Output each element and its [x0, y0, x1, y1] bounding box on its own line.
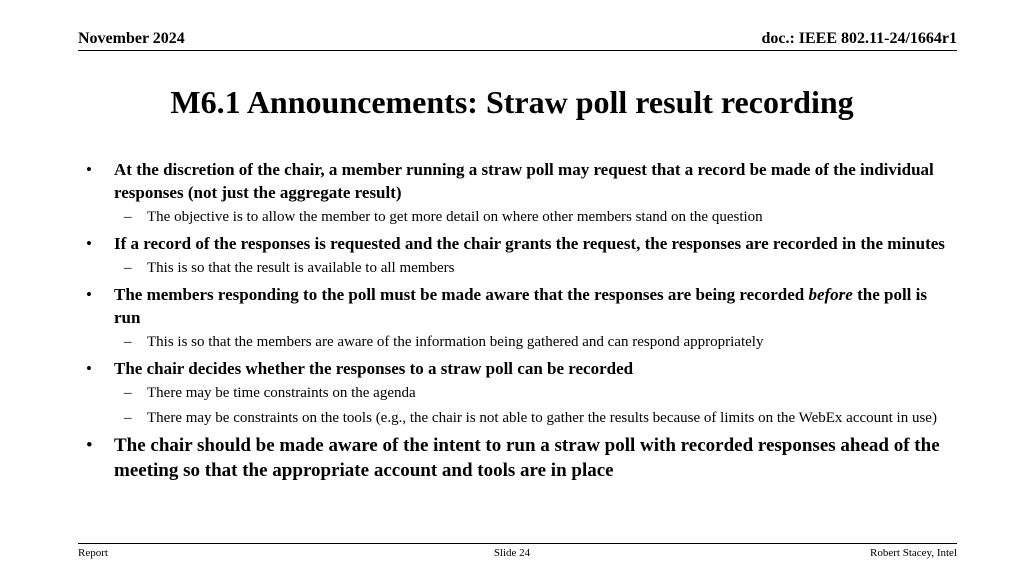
sub-bullet-glyph: – — [124, 209, 132, 225]
sub-bullet-glyph: – — [124, 385, 132, 401]
header-doc-id: doc.: IEEE 802.11-24/1664r1 — [761, 30, 957, 47]
footer-divider — [78, 543, 957, 544]
bullet-3-text-post: the poll is run — [114, 285, 927, 327]
bullet-glyph: • — [86, 359, 92, 378]
bullet-3-text-pre: The members responding to the poll must be made aware that the responses are being recorded — [114, 285, 805, 304]
slide-title: M6.1 Announcements: Straw poll result recording — [170, 84, 854, 120]
bullet-5 — [82, 433, 952, 483]
sub-bullet-glyph: – — [124, 410, 132, 426]
bullet-2-sub-1 — [82, 258, 952, 279]
bullet-1 — [82, 158, 952, 204]
bullet-5-text: The chair should be made aware of the intent to run a straw poll with recorded responses ahead of the meeting so that the appropriate account and tools are in place — [114, 435, 940, 481]
sub-bullet-glyph: – — [124, 260, 132, 276]
slide-body — [82, 158, 952, 486]
footer-left: Report — [78, 547, 108, 559]
slide-number: Slide 24 — [493, 547, 531, 559]
bullet-4-sub-1-text: There may be time constraints on the agenda — [147, 385, 416, 401]
bullet-1-text: At the discretion of the chair, a member running a straw poll may request that a record be made of the individual responses (not just the aggregate result) — [114, 160, 934, 202]
bullet-4-sub-2 — [82, 408, 952, 429]
bullet-4 — [82, 357, 952, 380]
bullet-4-text: The chair decides whether the responses to a straw poll can be recorded — [114, 359, 634, 378]
header-divider — [78, 50, 957, 51]
bullet-glyph: • — [86, 435, 93, 456]
bullet-1-sub-1 — [82, 207, 952, 228]
bullet-2-text: If a record of the responses is requested and the chair grants the request, the responses are recorded in the minutes — [114, 234, 945, 253]
header-date: November 2024 — [78, 30, 185, 47]
bullet-2-sub-1-text: This is so that the result is available to all members — [147, 260, 455, 276]
bullet-3 — [82, 283, 952, 329]
bullet-1-sub-1-text: The objective is to allow the member to get more detail on where other members stand on the question — [147, 209, 763, 225]
bullet-3-sub-1 — [82, 332, 952, 353]
bullet-2 — [82, 232, 952, 255]
bullet-4-sub-2-text: There may be constraints on the tools (e.g., the chair is not able to gather the results because of limits on the WebEx account in use) — [147, 410, 937, 426]
bullet-glyph: • — [86, 160, 92, 179]
bullet-glyph: • — [86, 234, 92, 253]
bullet-3-text-emphasis: before — [808, 285, 853, 304]
bullet-3-sub-1-text: This is so that the members are aware of the information being gathered and can respond appropriately — [147, 334, 764, 350]
bullet-glyph: • — [86, 285, 92, 304]
footer-author: Robert Stacey, Intel — [870, 547, 957, 559]
bullet-4-sub-1 — [82, 383, 952, 404]
sub-bullet-glyph: – — [124, 334, 132, 350]
